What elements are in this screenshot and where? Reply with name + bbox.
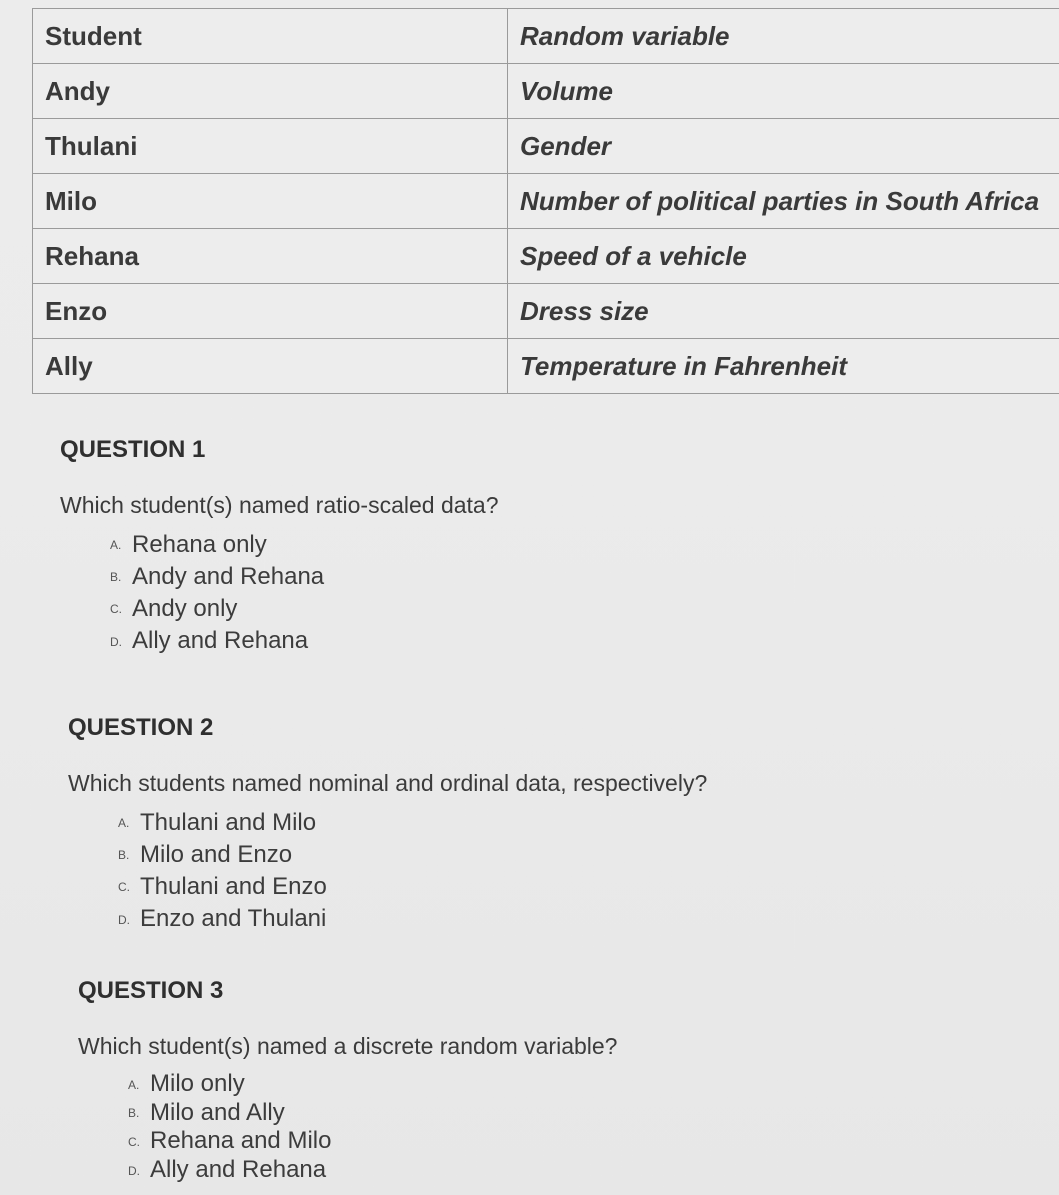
option-c[interactable] xyxy=(128,1127,617,1156)
option-letter: B. xyxy=(128,1106,140,1121)
option-c[interactable] xyxy=(118,871,707,903)
option-letter: A. xyxy=(118,816,130,831)
table-row xyxy=(33,229,1059,284)
option-letter: A. xyxy=(128,1077,140,1092)
question-1 xyxy=(60,436,499,658)
question-2 xyxy=(68,714,707,936)
option-a[interactable] xyxy=(128,1070,617,1099)
student-name: Enzo xyxy=(33,284,508,339)
option-d[interactable] xyxy=(110,625,499,657)
option-b[interactable] xyxy=(128,1099,617,1128)
header-student: Student xyxy=(33,9,508,64)
question-title: QUESTION 3 xyxy=(78,977,224,1004)
student-name: Rehana xyxy=(33,229,508,284)
table-row xyxy=(33,64,1059,119)
option-text: Ally and Rehana xyxy=(150,1155,327,1183)
table-header-row xyxy=(33,9,1059,64)
answer-options xyxy=(78,1070,617,1185)
option-text: Milo and Ally xyxy=(150,1098,285,1126)
answer-options xyxy=(68,807,707,936)
student-name: Ally xyxy=(33,339,508,394)
question-title: QUESTION 2 xyxy=(68,714,214,741)
table-row xyxy=(33,284,1059,339)
option-a[interactable] xyxy=(110,529,499,561)
table-row xyxy=(33,339,1059,394)
option-text: Thulani and Milo xyxy=(140,809,317,836)
question-text: Which student(s) named a discrete random variable? xyxy=(78,1033,618,1059)
random-variable: Gender xyxy=(508,119,1059,174)
option-letter: C. xyxy=(118,880,130,895)
option-letter: D. xyxy=(110,634,122,649)
option-letter: A. xyxy=(110,538,122,553)
random-variable: Number of political parties in South Africa xyxy=(508,174,1059,229)
option-d[interactable] xyxy=(118,903,707,935)
option-d[interactable] xyxy=(128,1156,617,1185)
option-text: Rehana and Milo xyxy=(150,1127,332,1155)
random-variable: Dress size xyxy=(508,284,1059,339)
option-letter: B. xyxy=(110,570,122,585)
option-text: Ally and Rehana xyxy=(132,627,309,655)
option-a[interactable] xyxy=(118,807,707,839)
option-text: Milo only xyxy=(150,1070,245,1097)
option-text: Andy only xyxy=(132,595,238,623)
question-text: Which students named nominal and ordinal data, respectively? xyxy=(68,770,708,796)
answer-options xyxy=(60,529,499,658)
option-text: Andy and Rehana xyxy=(132,563,325,591)
header-random-variable: Random variable xyxy=(508,9,1059,64)
random-variable: Volume xyxy=(508,64,1059,119)
option-b[interactable] xyxy=(110,561,499,593)
question-title: QUESTION 1 xyxy=(60,436,206,463)
table-row xyxy=(33,174,1059,229)
option-letter: B. xyxy=(118,848,130,863)
option-text: Thulani and Enzo xyxy=(140,873,327,901)
question-3 xyxy=(78,977,617,1185)
student-name: Andy xyxy=(33,64,508,119)
student-name: Thulani xyxy=(33,119,508,174)
option-letter: C. xyxy=(110,602,122,617)
table-row xyxy=(33,119,1059,174)
random-variable: Temperature in Fahrenheit xyxy=(508,339,1059,394)
option-text: Milo and Enzo xyxy=(140,841,293,869)
option-letter: D. xyxy=(118,912,130,927)
option-letter: C. xyxy=(128,1134,140,1149)
option-b[interactable] xyxy=(118,839,707,871)
student-name: Milo xyxy=(33,174,508,229)
option-text: Enzo and Thulani xyxy=(140,905,327,933)
option-c[interactable] xyxy=(110,593,499,625)
question-text: Which student(s) named ratio-scaled data? xyxy=(60,492,499,518)
option-letter: D. xyxy=(128,1163,140,1178)
option-text: Rehana only xyxy=(132,531,267,558)
student-variable-table xyxy=(32,8,1059,394)
random-variable: Speed of a vehicle xyxy=(508,229,1059,284)
